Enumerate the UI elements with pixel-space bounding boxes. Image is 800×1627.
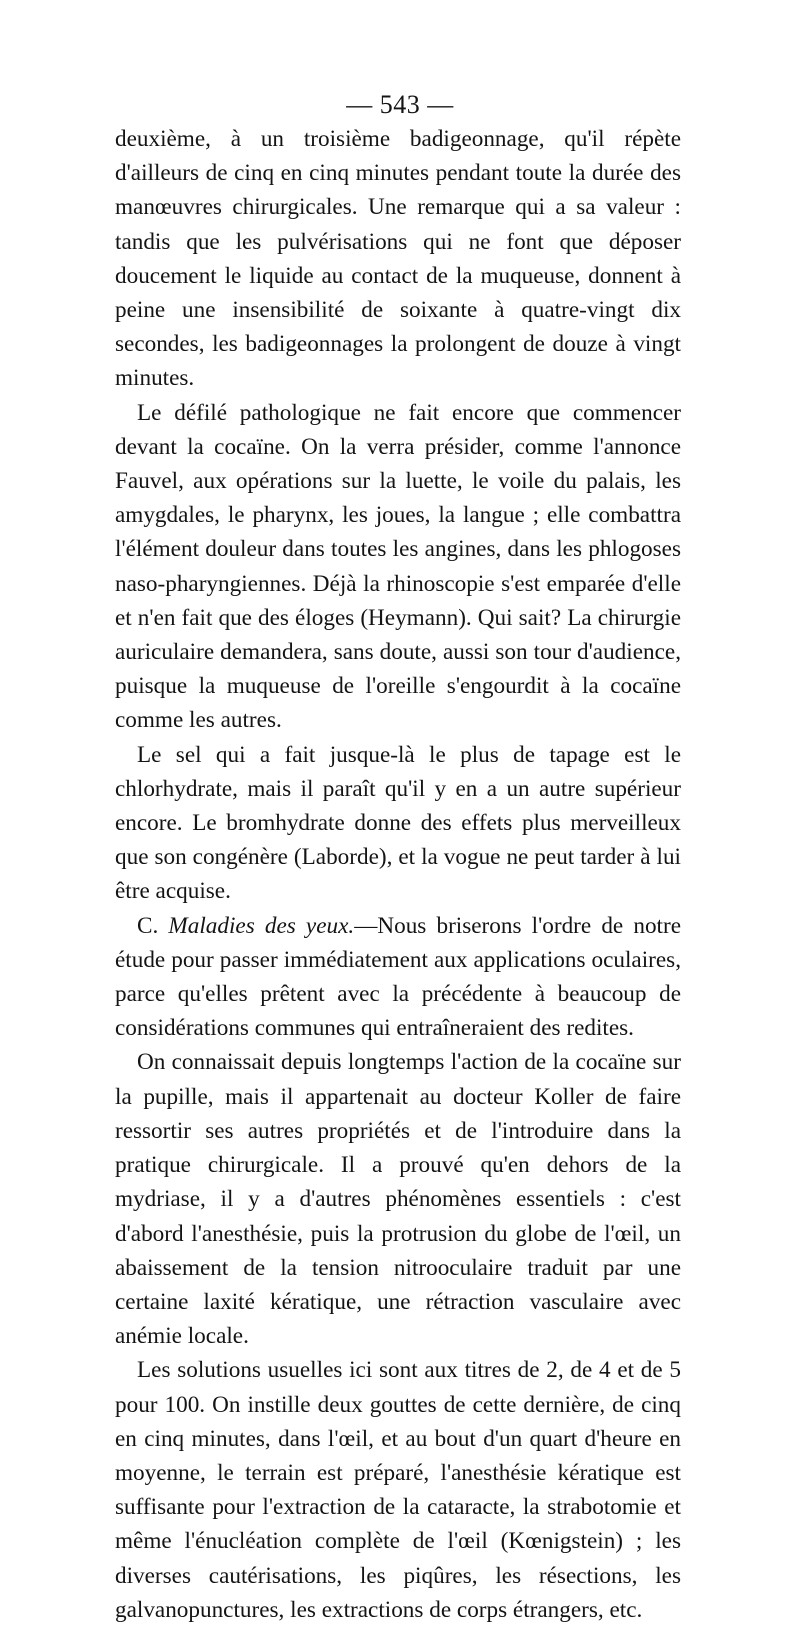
paragraph-4 (115, 909, 681, 1046)
section-heading: Maladies des yeux. (168, 912, 355, 939)
paragraph-5: On connaissait depuis longtemps l'action de la cocaïne sur la pupille, mais il appartenait au docteur Koller de faire ressortir ses autres propriétés et de l'introduire dans la pratique chirurgicale. Il a prouvé qu'en dehors de la mydriase, il y a d'autres phénomènes essentiels : c'est d'abord l'anesthésie, puis la protrusion du globe de l'œil, un abaissement de la tension nitrooculaire traduit par une certaine laxité kératique, une rétraction vasculaire avec anémie locale. (115, 1049, 681, 1350)
paragraph-4-text: —Nous briserons l'ordre de notre étude pour passer immédiatement aux applications oculaires, parce qu'elles prêtent avec la précédente à beaucoup de considérations communes qui entraîneraient des redites. (115, 912, 681, 1042)
body-text (115, 122, 681, 1627)
page-number: — 543 — (346, 90, 454, 119)
paragraph-2: Le défilé pathologique ne fait encore que commencer devant la cocaïne. On la verra présider, comme l'annonce Fauvel, aux opérations sur la luette, le voile du palais, les amygdales, le pharynx, les joues, la langue ; elle combattra l'élément douleur dans toutes les angines, dans les phlogoses naso-pharyngiennes. Déjà la rhinoscopie s'est emparée d'elle et n'en fait que des éloges (Heymann). Qui sait? La chirurgie auriculaire demandera, sans doute, aussi son tour d'audience, puisque la muqueuse de l'oreille s'engourdit à la cocaïne comme les autres. (115, 399, 681, 734)
paragraph-6: Les solutions usuelles ici sont aux titres de 2, de 4 et de 5 pour 100. On instille deux gouttes de cette dernière, de cinq en cinq minutes, dans l'œil, et au bout d'un quart d'heure en moyenne, le terrain est préparé, l'anesthésie kératique est suffisante pour l'extraction de la cataracte, la strabotomie et même l'énucléation complète de l'œil (Kœnigstein) ; les diverses cautérisations, les piqûres, les résections, les galvanopunctures, les extractions de corps étrangers, etc. (115, 1357, 681, 1623)
section-label: C. (137, 912, 159, 939)
paragraph-3: Le sel qui a fait jusque-là le plus de tapage est le chlorhydrate, mais il paraît qu'il y en a un autre supérieur encore. Le bromhydrate donne des effets plus merveilleux que son congénère (Laborde), et la vogue ne peut tarder à lui être acquise. (115, 741, 681, 905)
paragraph-1: deuxième, à un troisième badigeonnage, qu'il répète d'ailleurs de cinq en cinq minutes pendant toute la durée des manœuvres chirurgicales. Une remarque qui a sa valeur : tandis que les pulvérisations qui ne font que déposer doucement le liquide au contact de la muqueuse, donnent à peine une insensibilité de soixante à quatre-vingt dix secondes, les badigeonnages la prolongent de douze à vingt minutes. (115, 126, 681, 392)
